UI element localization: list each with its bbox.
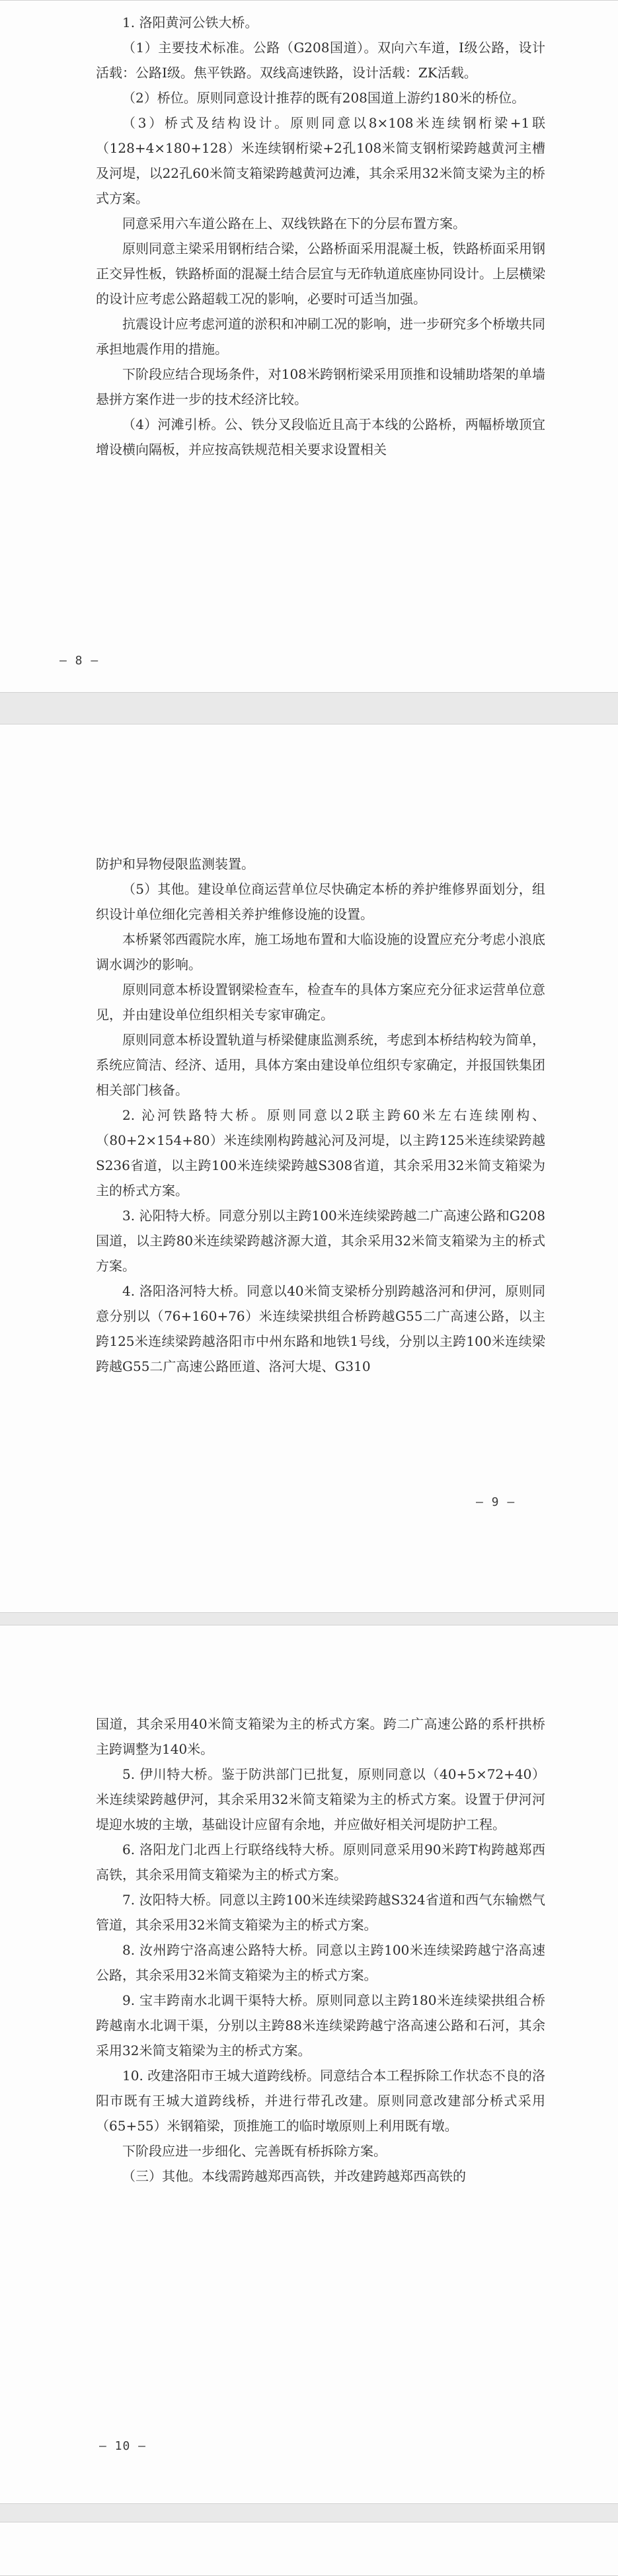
document-page-11 [0, 2522, 618, 2576]
paragraph: 10. 改建洛阳市王城大道跨线桥。同意结合本工程拆除工作状态不良的洛阳市既有王城大道跨线桥，并进行带孔改建。原则同意改建部分桥式采用（65+55）米钢箱梁，顶推施工的临时墩原则上利用既有墩。 [96, 2068, 545, 2134]
paragraph: 4. 洛阳洛河特大桥。同意以40米简支梁桥分别跨越洛河和伊河，原则同意分别以（76+160+76）米连续梁拱组合桥跨越G55二广高速公路，以主跨125米连续梁跨越洛阳市中州东路和地铁1号线，分别以主跨100米连续梁跨越G55二广高速公路匝道、洛河大堤、G310 [96, 1283, 545, 1374]
document-page-10 [0, 1625, 618, 2504]
section-heading: 1. 洛阳黄河公铁大桥。 [122, 15, 258, 30]
paragraph: （1）主要技术标准。公路（G208国道）。双向六车道，Ⅰ级公路，设计活载：公路Ⅰ级。焦平铁路。双线高速铁路，设计活载：ZK活载。 [96, 40, 545, 81]
paragraph: 国道，其余采用40米简支箱梁为主的桥式方案。跨二广高速公路的系杆拱桥主跨调整为140米。 [96, 1716, 545, 1757]
paragraph: （3）桥式及结构设计。原则同意以8×108米连续钢桁梁+1联（128+4×180+128）米连续钢桁梁+2孔108米简支钢桁梁跨越黄河主槽及河堤，以22孔60米简支箱梁跨越黄河边滩，其余采用32米简支梁为主的桥式方案。 [96, 115, 545, 206]
document-page-9 [0, 724, 618, 1613]
page-body [96, 1711, 545, 2189]
paragraph: 3. 沁阳特大桥。同意分别以主跨100米连续梁跨越二广高速公路和G208国道，以主跨80米连续梁跨越济源大道，其余采用32米简支箱梁为主的桥式方案。 [96, 1208, 545, 1274]
page-number: — 8 — [59, 654, 99, 668]
document-page-8 [0, 0, 618, 693]
paragraph: 下阶段应进一步细化、完善既有桥拆除方案。 [122, 2143, 387, 2159]
page-number: — 10 — [99, 2439, 147, 2453]
paragraph: （4）河滩引桥。公、铁分叉段临近且高于本线的公路桥，两幅桥墩顶宜增设横向隔板，并应按高铁规范相关要求设置相关 [96, 416, 545, 457]
paragraph: 6. 洛阳龙门北西上行联络线特大桥。原则同意采用90米跨T构跨越郑西高铁，其余采用简支箱梁为主的桥式方案。 [96, 1842, 545, 1883]
paragraph: 本桥紧邻西霞院水库，施工场地布置和大临设施的设置应充分考虑小浪底调水调沙的影响。 [96, 931, 545, 972]
paragraph: 下阶段应结合现场条件，对108米跨钢桁梁采用顶推和设辅助塔架的单墙悬拼方案作进一步的技术经济比较。 [96, 366, 545, 407]
paragraph: （三）其他。本线需跨越郑西高铁，并改建跨越郑西高铁的 [122, 2168, 466, 2184]
paragraph: 原则同意主梁采用钢桁结合梁，公路桥面采用混凝土板，铁路桥面采用钢正交异性板，铁路桥面的混凝土结合层宜与无砟轨道底座协同设计。上层横梁的设计应考虑公路超载工况的影响，必要时可适当加强。 [96, 241, 545, 307]
paragraph: 防护和异物侵限监测装置。 [96, 856, 254, 872]
paragraph: 原则同意本桥设置轨道与桥梁健康监测系统，考虑到本桥结构较为简单，系统应简洁、经济、适用，具体方案由建设单位组织专家确定，并报国铁集团相关部门核备。 [96, 1032, 545, 1098]
page-body [96, 10, 545, 462]
paragraph: 7. 汝阳特大桥。同意以主跨100米连续梁跨越S324省道和西气东输燃气管道，其余采用32米简支箱梁为主的桥式方案。 [96, 1892, 545, 1933]
paragraph: 5. 伊川特大桥。鉴于防洪部门已批复，原则同意以（40+5×72+40）米连续梁跨越伊河，其余采用32米简支箱梁为主的桥式方案。设置于伊河河堤迎水坡的主墩，基础设计应留有余地，并应做好相关河堤防护工程。 [96, 1766, 545, 1832]
page-body [96, 851, 545, 1379]
paragraph: （2）桥位。原则同意设计推荐的既有208国道上游约180米的桥位。 [122, 90, 525, 106]
paragraph: 原则同意本桥设置钢梁检查车，检查车的具体方案应充分征求运营单位意见，并由建设单位组织相关专家审确定。 [96, 982, 545, 1023]
paragraph: 2. 沁河铁路特大桥。原则同意以2联主跨60米左右连续刚构、（80+2×154+80）米连续刚构跨越沁河及河堤，以主跨125米连续梁跨越S236省道，以主跨100米连续梁跨越S308省道，其余采用32米简支箱梁为主的桥式方案。 [96, 1107, 545, 1198]
paragraph: 9. 宝丰跨南水北调干渠特大桥。原则同意以主跨180米连续梁拱组合桥跨越南水北调干渠，分别以主跨88米连续梁跨越宁洛高速公路和石河，其余采用32米简支箱梁为主的桥式方案。 [96, 1992, 545, 2058]
paragraph: 抗震设计应考虑河道的淤积和冲刷工况的影响，进一步研究多个桥墩共同承担地震作用的措施。 [96, 316, 545, 357]
page-number: — 9 — [476, 1495, 516, 1509]
paragraph: 同意采用六车道公路在上、双线铁路在下的分层布置方案。 [122, 215, 466, 231]
paragraph: 8. 汝州跨宁洛高速公路特大桥。同意以主跨100米连续梁跨越宁洛高速公路，其余采用32米简支箱梁为主的桥式方案。 [96, 1942, 545, 1983]
paragraph: （5）其他。建设单位商运营单位尽快确定本桥的养护维修界面划分，组织设计单位细化完善相关养护维修设施的设置。 [96, 881, 545, 922]
